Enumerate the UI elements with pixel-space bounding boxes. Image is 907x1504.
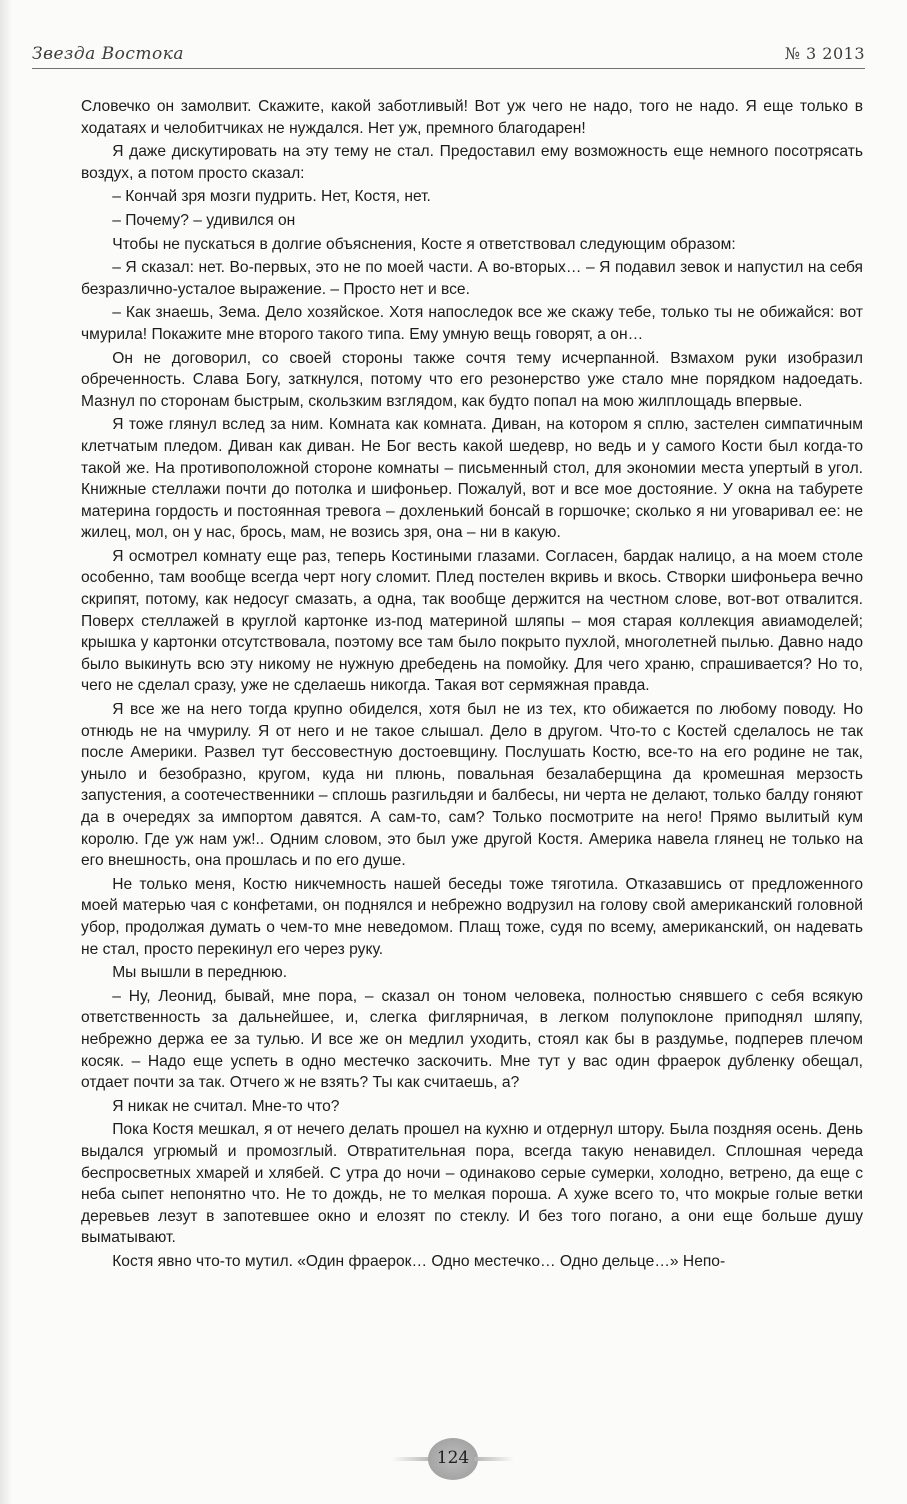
- journal-title: Звезда Востока: [32, 44, 185, 64]
- paragraph: – Кончай зря мозги пудрить. Нет, Костя, нет.: [112, 188, 431, 206]
- paragraph: Я даже дискутировать на эту тему не стал. Предоставил ему возможность еще немного посотрясать воздух, а потом просто сказал:: [81, 143, 863, 182]
- paragraph: Словечко он замолвит. Скажите, какой заботливый! Вот уж чего не надо, того не надо. Я еще только в ходатаях и челобитчиках не нуждался. Нет уж, премного благодарен!: [81, 98, 863, 137]
- paragraph: Я никак не считал. Мне-то что?: [112, 1097, 340, 1115]
- page-number: 124: [436, 1448, 470, 1468]
- running-header: [32, 40, 865, 70]
- ornament-left: [392, 1457, 432, 1461]
- header-rule: [32, 68, 865, 69]
- ornament-right: [474, 1457, 514, 1461]
- paragraph: Пока Костя мешкал, я от нечего делать прошел на кухню и отдернул штору. Была поздняя осень. День выдался угрюмый и промозглый. Отвратительная пора, всегда такую ненавидел. Сплошная череда беспросветных хмарей и хлябей. С утра до ночи – одинаково серые сумерки, холодно, ветрено, да еще с неба сыпет непонятно что. Не то дождь, не то мелкая пороша. А хуже всего то, что мокрые голые ветки деревьев лезут в запотевшее окно и елозят по стеклу. И без того погано, а они еще больше душу выматывают.: [81, 1121, 863, 1247]
- paragraph: Он не договорил, со своей стороны также сочтя тему исчерпанной. Взмахом руки изобразил обреченность. Слава Богу, заткнулся, потому что его резонерство уже стало мне порядком надоедать. Мазнул по сторонам быстрым, скользким взглядом, как будто попал на мою жилплощадь впервые.: [81, 349, 863, 410]
- paragraph: Не только меня, Костю никчемность нашей беседы тоже тяготила. Отказавшись от предложенного моей матерью чая с конфетами, он поднялся и небрежно водрузил на голову свой американский головной убор, продолжая думать о чем-то мне неведомом. Плащ тоже, судя по всему, американский, он надевать не стал, просто перекинул его через руку.: [81, 875, 863, 958]
- paragraph: Я тоже глянул вслед за ним. Комната как комната. Диван, на котором я сплю, застелен симпатичным клетчатым пледом. Диван как диван. Не Бог весть какой шедевр, но ведь и у самого Кости был когда-то такой же. На противоположной стороне комнаты – письменный стол, для экономии места упертый в угол. Книжные стеллажи почти до потолка и шифоньер. Пожалуй, вот и все мое достояние. У окна на табурете материна гордость и постоянная тревога – дохленький бонсай в горшочке; сколько я ни уговаривал ее: не жилец, мол, он у нас, брось, мам, не возись зря, она – ни в какую.: [81, 416, 863, 542]
- paragraph: Чтобы не пускаться в долгие объяснения, Косте я ответствовал следующим образом:: [112, 235, 736, 253]
- paragraph: Я все же на него тогда крупно обиделся, хотя был не из тех, кто обижается по любому поводу. Но отнюдь не на чмурилу. Я от него и не такое слышал. Дело в другом. Что-то с Костей сделалось не так после Америки. Развел тут бессовестную достоевщину. Послушать Костю, все-то на его родине не так, уныло и безобразно, кругом, куда ни плюнь, повальная безалаберщина да кромешная мерзость запустения, а соотечественники – сплошь разгильдяи и балбесы, ни черта не делают, только балду гоняют да в очередях за импортом давятся. А сам-то, сам? Только посмотрите на него! Прямо вылитый кум королю. Где уж нам уж!.. Одним словом, это был уже другой Костя. Америка навела глянец не только на его внешность, она прошлась и по его душе.: [81, 701, 863, 870]
- paragraph: – Ну, Леонид, бывай, мне пора, – сказал он тоном человека, полностью снявшего с себя всякую ответственность за дальнейшее, и, слегка фиглярничая, в легком полупоклоне приподнял шляпу, небрежно держа ее за тулью. И все же он медлил уходить, стоял как бы в раздумье, подперев плечом косяк. – Надо еще успеть в одно местечко заскочить. Мне тут у вас один фраерок дубленку обещал, отдает почти за так. Отчего ж не взять? Ты как считаешь, а?: [81, 987, 863, 1092]
- paragraph: – Почему? – удивился он: [112, 211, 296, 229]
- paragraph: – Как знаешь, Зема. Дело хозяйское. Хотя напоследок все же скажу тебе, только ты не обижайся: вот чмурила! Покажите мне второго такого типа. Ему умную вещь говорят, а он…: [81, 304, 863, 343]
- article-body: [81, 96, 863, 1274]
- page-number-badge: [386, 1438, 516, 1480]
- paragraph: Мы вышли в переднюю.: [112, 964, 288, 982]
- paragraph: Я осмотрел комнату еще раз, теперь Костиными глазами. Согласен, бардак налицо, а на моем столе особенно, там вообще всегда черт ногу сломит. Плед постелен вкривь и вкось. Створки шифоньера вечно скрипят, потому, как недосуг смазать, а одна, так вообще держится на честном слове, вот-вот отвалится. Поверх стеллажей в круглой картонке из-под материной шляпы – моя старая коллекция авиамоделей; крышка у картонки отсутствовала, поэтому все там было покрыто пухлой, многолетней пылью. Давно надо было выкинуть всю эту никому не нужную дребедень на помойку. Для чего храню, спрашивается? Но то, чего не сделал сразу, уже не сделаешь никогда. Такая вот сермяжная правда.: [81, 547, 863, 695]
- paragraph: Костя явно что-то мутил. «Один фраерок… Одно местечко… Одно дельце…» Непо-: [112, 1252, 726, 1270]
- issue-number: № 3 2013: [784, 44, 865, 63]
- paragraph: – Я сказал: нет. Во-первых, это не по моей части. А во-вторых… – Я подавил зевок и напустил на себя безразлично-усталое выражение. – Просто нет и все.: [81, 259, 863, 298]
